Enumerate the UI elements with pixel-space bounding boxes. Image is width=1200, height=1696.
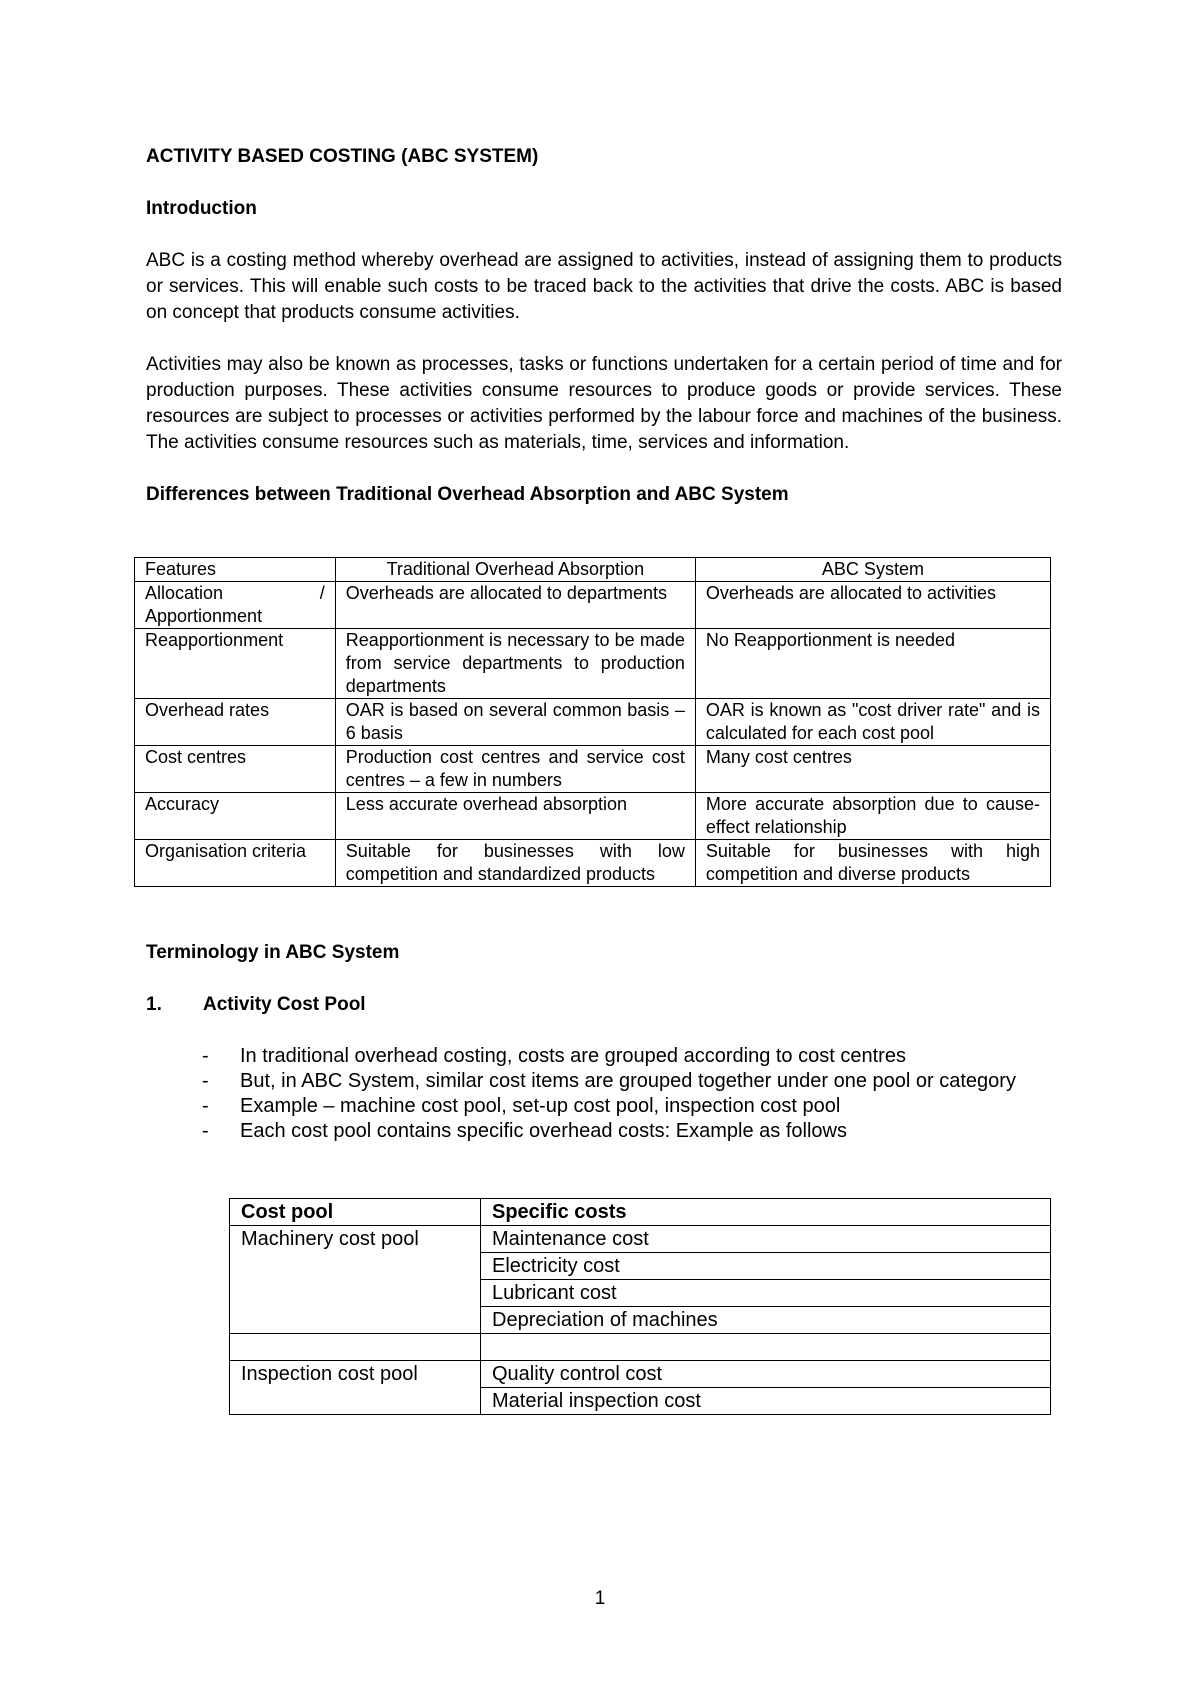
page-number: 1: [594, 1588, 606, 1609]
list-item: - But, in ABC System, similar cost items are grouped together under one pool or category: [146, 1069, 1062, 1094]
feature-cell: Reapportionment: [135, 629, 336, 699]
feature-cell: Organisation criteria: [135, 840, 336, 887]
dash-bullet: -: [202, 1095, 209, 1117]
abc-cell: Many cost centres: [695, 746, 1050, 793]
intro-paragraph-1: ABC is a costing method whereby overhead are assigned to activities, instead of assigning them to products or services. This will enable such costs to be traced back to the activities that drive the costs. ABC is based on concept that products consume activities.: [146, 250, 1062, 323]
traditional-cell: Production cost centres and service cost centres – a few in numbers: [335, 746, 695, 793]
terminology-section: [146, 940, 1062, 1144]
traditional-cell: Overheads are allocated to departments: [335, 582, 695, 629]
cost-cell: Maintenance cost: [481, 1226, 1051, 1253]
header-features: Features: [135, 558, 336, 582]
traditional-cell: OAR is based on several common basis – 6 basis: [335, 699, 695, 746]
dash-bullet: -: [202, 1120, 209, 1142]
differences-heading: Differences between Traditional Overhead Absorption and ABC System: [146, 484, 789, 505]
abc-cell: More accurate absorption due to cause-effect relationship: [695, 793, 1050, 840]
intro-heading: Introduction: [146, 198, 257, 219]
header-cost-pool: Cost pool: [230, 1199, 481, 1226]
document-body: [146, 144, 1062, 508]
traditional-cell: Reapportionment is necessary to be made from service departments to production departments: [335, 629, 695, 699]
table-row: [135, 629, 1051, 699]
differences-table: [134, 557, 1051, 887]
empty-cell: [481, 1334, 1051, 1361]
list-item: - In traditional overhead costing, costs are grouped according to cost centres: [146, 1044, 1062, 1069]
traditional-cell: Suitable for businesses with low competition and standardized products: [335, 840, 695, 887]
document-title: ACTIVITY BASED COSTING (ABC SYSTEM): [146, 146, 539, 167]
header-traditional: Traditional Overhead Absorption: [335, 558, 695, 582]
section-title: Activity Cost Pool: [203, 994, 366, 1015]
cost-cell: Electricity cost: [481, 1253, 1051, 1280]
table-header-row: [230, 1199, 1051, 1226]
abc-cell: Suitable for businesses with high competition and diverse products: [695, 840, 1050, 887]
table-row: [135, 793, 1051, 840]
table-row: [135, 746, 1051, 793]
empty-cell: [230, 1334, 481, 1361]
section-heading-activity-cost-pool: [146, 992, 1062, 1018]
cost-cell: Depreciation of machines: [481, 1307, 1051, 1334]
cost-cell: Quality control cost: [481, 1361, 1051, 1388]
list-item: - Example – machine cost pool, set-up cost pool, inspection cost pool: [146, 1094, 1062, 1119]
header-specific-costs: Specific costs: [481, 1199, 1051, 1226]
feature-cell: Accuracy: [135, 793, 336, 840]
table-row-empty: [230, 1334, 1051, 1361]
dash-bullet: -: [202, 1045, 209, 1067]
table-row: [135, 699, 1051, 746]
feature-cell: Overhead rates: [135, 699, 336, 746]
table-row: [135, 582, 1051, 629]
dash-bullet: -: [202, 1070, 209, 1092]
machinery-pool-cell: Machinery cost pool: [230, 1226, 481, 1334]
header-abc: ABC System: [695, 558, 1050, 582]
intro-paragraph-2: Activities may also be known as processes, tasks or functions undertaken for a certain period of time and for production purposes. These activities consume resources to produce goods or provide services. These resources are subject to processes or activities performed by the labour force and machines of the business. The activities consume resources such as materials, time, services and information.: [146, 354, 1062, 453]
section-number: 1.: [146, 994, 162, 1015]
table-row: [230, 1226, 1051, 1253]
table-header-row: [135, 558, 1051, 582]
terminology-heading: Terminology in ABC System: [146, 942, 400, 963]
abc-cell: No Reapportionment is needed: [695, 629, 1050, 699]
abc-cell: Overheads are allocated to activities: [695, 582, 1050, 629]
traditional-cell: Less accurate overhead absorption: [335, 793, 695, 840]
cost-pool-table: [229, 1198, 1051, 1415]
table-row: [230, 1361, 1051, 1388]
cost-cell: Material inspection cost: [481, 1388, 1051, 1415]
feature-cell: Allocation / Apportionment: [135, 582, 336, 629]
feature-cell: Cost centres: [135, 746, 336, 793]
inspection-pool-cell: Inspection cost pool: [230, 1361, 481, 1415]
bullet-list: [146, 1044, 1062, 1144]
table-row: [135, 840, 1051, 887]
abc-cell: OAR is known as "cost driver rate" and is calculated for each cost pool: [695, 699, 1050, 746]
cost-cell: Lubricant cost: [481, 1280, 1051, 1307]
list-item: - Each cost pool contains specific overhead costs: Example as follows: [146, 1119, 1062, 1144]
